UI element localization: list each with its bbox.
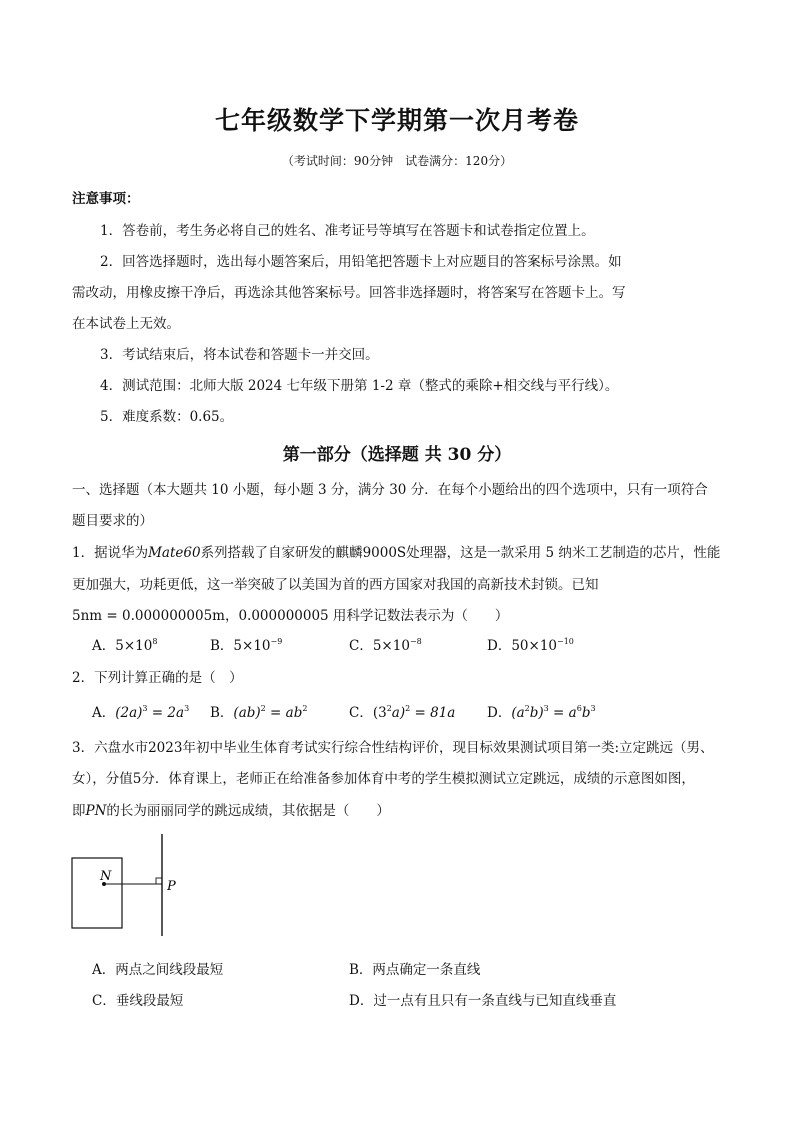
option-letter: A． xyxy=(92,638,116,654)
note-item-2-line-1: 2．回答选择题时，选出每小题答案后，用铅笔把答题卡上对应题目的答案标号涂黑。如 xyxy=(100,254,622,270)
option-tail: b xyxy=(581,705,591,721)
q1-chip: 9000S xyxy=(362,545,407,561)
q1-option-a[interactable] xyxy=(92,634,157,654)
q1-option-c[interactable] xyxy=(349,634,422,654)
option-rhs-exp: 6 xyxy=(576,704,582,713)
q3-stem-line-2: 女），分值5分．体育课上，老师正在给准备参加体育中考的学生模拟测试立定跳远，成绩的示意图如图， xyxy=(72,771,695,787)
q2-option-d[interactable] xyxy=(487,701,596,721)
option-lhs-exp: 2 xyxy=(260,704,266,713)
note-item-2-line-3: 在本试卷上无效。 xyxy=(72,316,180,332)
label-n: N xyxy=(100,869,112,884)
q3-text-a: 即 xyxy=(72,803,86,819)
option-base: 5×10 xyxy=(115,638,153,654)
q1-option-b[interactable] xyxy=(210,634,282,654)
label-p: P xyxy=(167,879,176,894)
option-mid-exp: 2 xyxy=(405,704,411,713)
option-base: 50×10 xyxy=(511,638,557,654)
note-item-1: 1．答卷前，考生务必将自己的姓名、准考证号等填写在答题卡和试卷指定位置上。 xyxy=(100,223,595,239)
q2-option-b[interactable] xyxy=(210,701,307,721)
q3-option-d[interactable]: D．过一点有且只有一条直线与已知直线垂直 xyxy=(349,993,617,1009)
q3-option-a[interactable]: A．两点之间线段最短 xyxy=(92,962,224,978)
exam-subtitle: （考试时间：90分钟 试卷满分：120分） xyxy=(281,154,513,168)
q1-text-a: 1．据说华为 xyxy=(72,545,149,561)
part-intro-line-2: 题目要求的） xyxy=(72,513,153,529)
option-letter: A． xyxy=(92,705,116,721)
option-rhs-exp: 2 xyxy=(302,704,308,713)
option-rhs: = a xyxy=(548,705,577,721)
option-lhs: (a xyxy=(511,705,525,721)
notes-heading: 注意事项： xyxy=(72,191,140,207)
option-letter: C． xyxy=(349,638,373,654)
option-mid: a) xyxy=(391,705,406,721)
option-rhs: = ab xyxy=(265,705,303,721)
note-item-5: 5．难度系数：0.65。 xyxy=(100,409,234,425)
q1-model: Mate60 xyxy=(148,545,201,561)
q1-stem-line-1 xyxy=(72,541,720,561)
q3-stem-line-3 xyxy=(72,799,390,819)
option-tail-exp: 3 xyxy=(590,704,596,713)
option-lhs: (ab) xyxy=(233,705,261,721)
option-letter: B． xyxy=(210,638,234,654)
q1-text-c: 处理器，这是一款采用 5 纳米工艺制造的芯片，性能 xyxy=(406,545,721,561)
option-base: 5×10 xyxy=(233,638,271,654)
note-item-2-line-2: 需改动，用橡皮擦干净后，再选涂其他答案标号。回答非选择题时，将答案写在答题卡上。写 xyxy=(72,285,626,301)
option-letter: D． xyxy=(487,638,512,654)
note-item-4: 4．测试范围：北师大版 2024 七年级下册第 1-2 章（整式的乘除+相交线与平行线）。 xyxy=(100,378,619,394)
section-title: 第一部分（选择题 共 30 分） xyxy=(282,445,512,465)
q3-text-b: 的长为丽丽同学的跳远成绩，其依据是（ ） xyxy=(106,803,390,819)
option-lhs: (3 xyxy=(372,705,387,721)
q3-figure xyxy=(60,828,200,938)
option-lhs-exp: 3 xyxy=(142,704,148,713)
option-letter: D． xyxy=(487,705,512,721)
q3-stem-line-1: 3．六盘水市2023年初中毕业生体育考试实行综合性结构评价，现目标效果测试项目第一类:立定跳远（男、 xyxy=(72,740,714,756)
sandpit-rectangle xyxy=(72,858,122,928)
q2-option-c[interactable] xyxy=(349,701,455,721)
option-exp: −9 xyxy=(270,637,283,646)
part-intro-line-1: 一、选择题（本大题共 10 小题，每小题 3 分，满分 30 分．在每个小题给出的四个选项中，只有一项符合 xyxy=(72,482,708,498)
option-exp: −8 xyxy=(409,637,422,646)
option-mid: b) xyxy=(529,705,544,721)
option-letter: C． xyxy=(349,705,373,721)
q3-option-b[interactable]: B．两点确定一条直线 xyxy=(349,962,481,978)
exam-title: 七年级数学下学期第一次月考卷 xyxy=(214,106,579,135)
option-rhs: = 2a xyxy=(147,705,185,721)
option-exp: 8 xyxy=(152,637,158,646)
q2-stem: 2．下列计算正确的是（ ） xyxy=(72,670,243,686)
q3-segment-pn: PN xyxy=(85,803,107,819)
q1-option-d[interactable] xyxy=(487,634,574,654)
note-item-3: 3．考试结束后，将本试卷和答题卡一并交回。 xyxy=(100,347,379,363)
q1-text-b: 系列搭载了自家研发的麒麟 xyxy=(200,545,363,561)
q3-option-c[interactable]: C．垂线段最短 xyxy=(92,993,184,1009)
right-angle-mark xyxy=(156,878,162,884)
option-letter: B． xyxy=(210,705,234,721)
option-rhs-exp: 3 xyxy=(184,704,190,713)
option-lhs-exp: 2 xyxy=(524,704,530,713)
option-rhs: = 81a xyxy=(410,705,456,721)
option-mid-exp: 3 xyxy=(543,704,549,713)
q1-stem-line-2: 更加强大，功耗更低，这一举突破了以美国为首的西方国家对我国的高新技术封锁。已知 xyxy=(72,577,599,593)
q2-option-a[interactable] xyxy=(92,701,189,721)
option-exp: −10 xyxy=(557,637,574,646)
option-base: 5×10 xyxy=(372,638,410,654)
option-lhs: (2a) xyxy=(115,705,143,721)
option-lhs-exp: 2 xyxy=(386,704,392,713)
q1-stem-line-3: 5nm = 0.000000005m，0.000000005 用科学记数法表示为（ ） xyxy=(72,608,509,624)
